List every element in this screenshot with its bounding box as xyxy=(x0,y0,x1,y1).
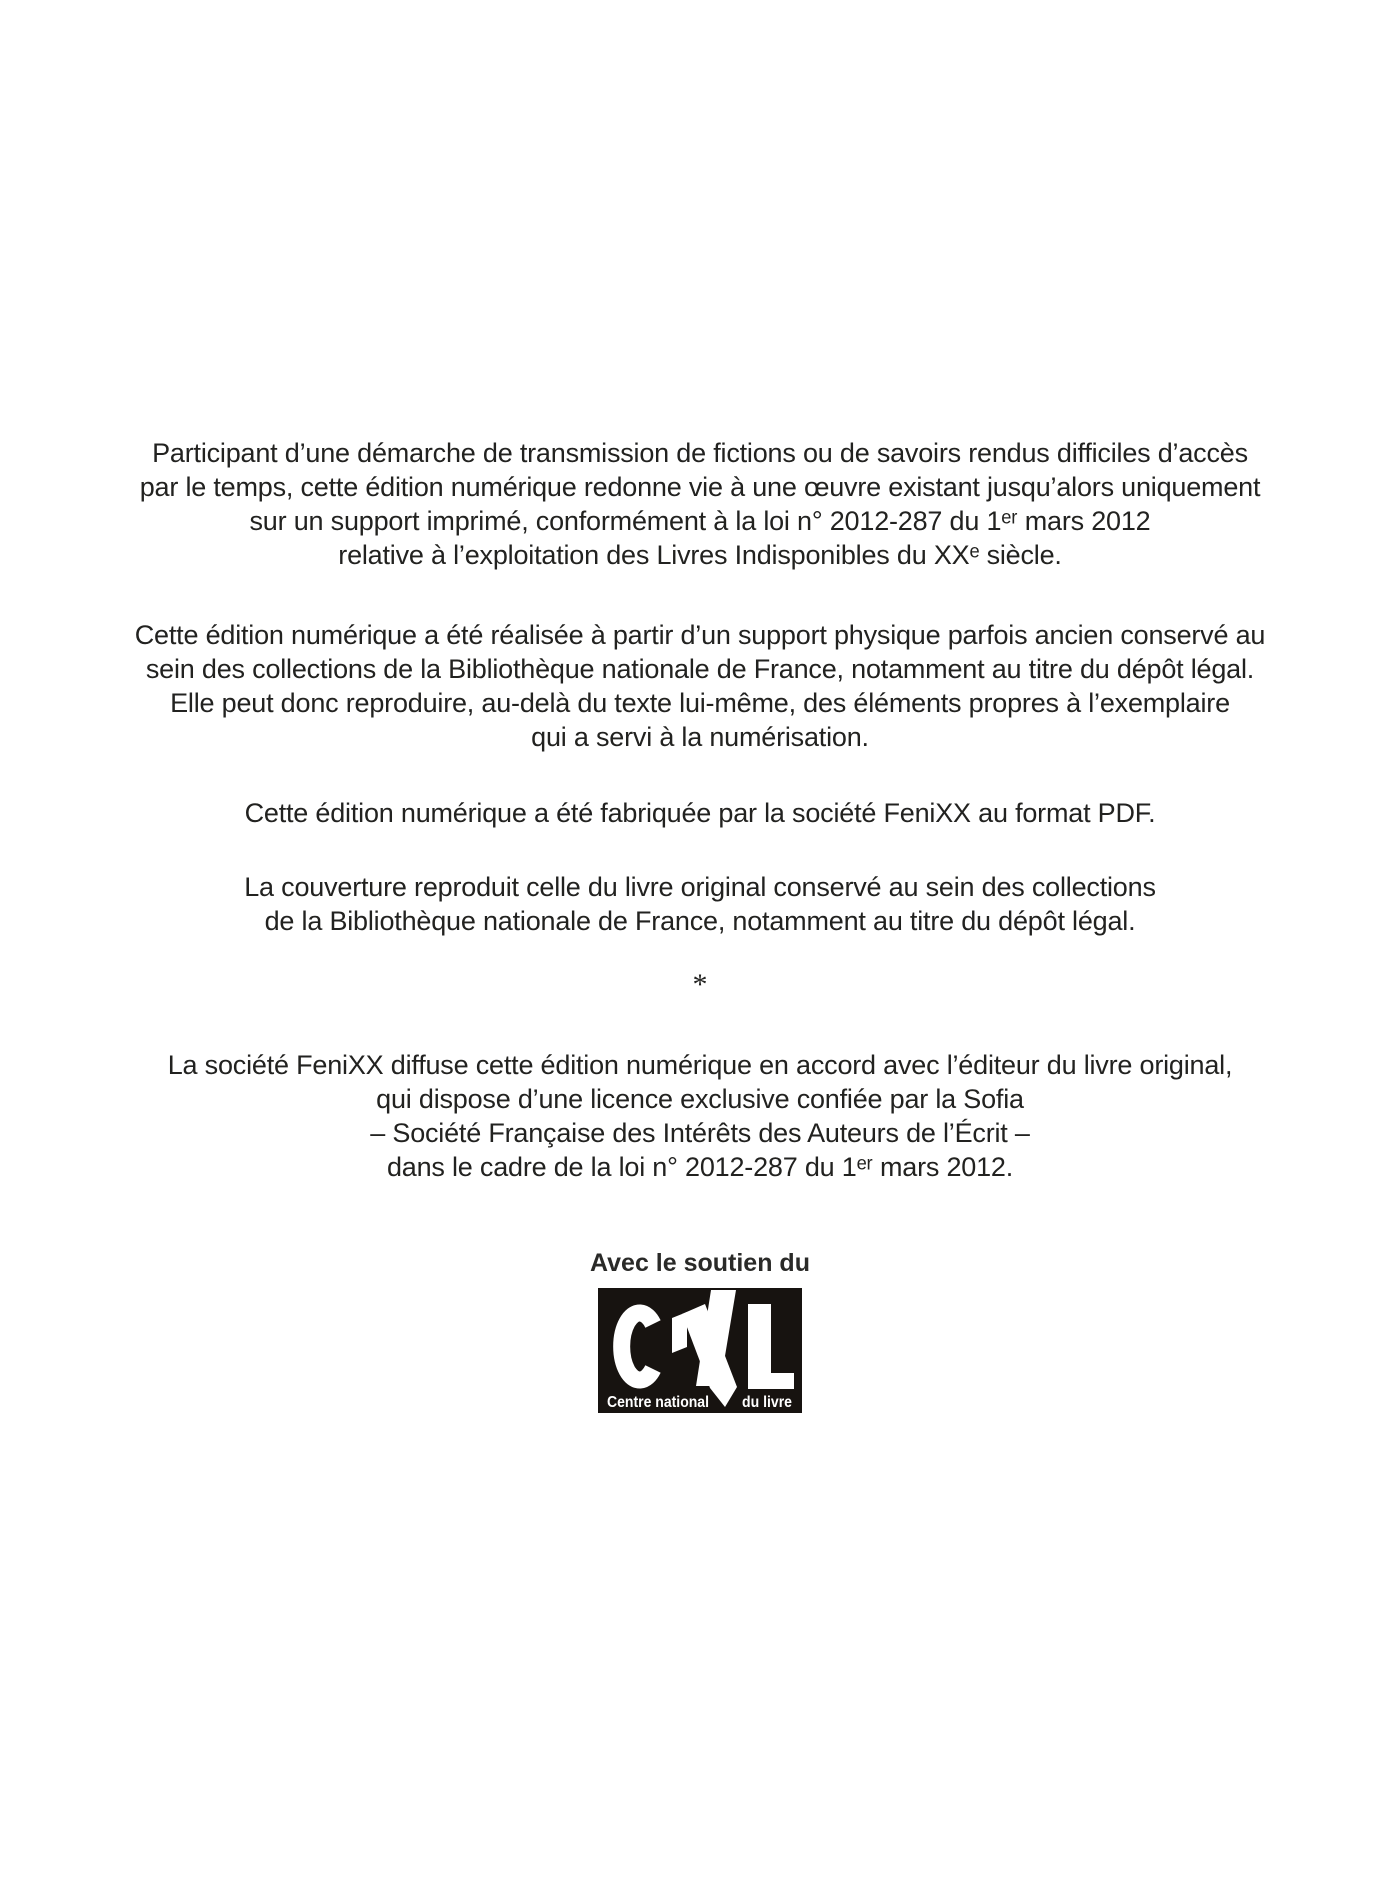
text-line: qui a servi à la numérisation. xyxy=(531,722,869,752)
asterisk-separator: * xyxy=(692,968,708,1001)
text-line: Cette édition numérique a été réalisée à partir d’un support physique parfois ancien conservé au xyxy=(134,620,1266,650)
cnl-logo-icon xyxy=(598,1288,802,1413)
cnl-support-block xyxy=(0,1248,1400,1413)
text-line: Participant d’une démarche de transmission de fictions ou de savoirs rendus difficiles d’accès xyxy=(152,438,1248,468)
text-line: La couverture reproduit celle du livre original conservé au sein des collections xyxy=(244,872,1156,902)
text-line: de la Bibliothèque nationale de France, notamment au titre du dépôt légal. xyxy=(264,906,1136,936)
text-line: Elle peut donc reproduire, au-delà du texte lui-même, des éléments propres à l’exemplaire xyxy=(170,688,1230,718)
text-line: sur un support imprimé, conformément à la loi n° 2012-287 du 1ᵉʳ mars 2012 xyxy=(249,506,1151,536)
cnl-tagline-left: Centre national xyxy=(607,1394,709,1411)
cnl-caption: Avec le soutien du xyxy=(590,1249,810,1277)
paragraph-source-bnf xyxy=(0,618,1400,754)
paragraph-transmission xyxy=(0,0,1400,572)
text-line: – Société Française des Intérêts des Auteurs de l’Écrit – xyxy=(370,1118,1030,1148)
text-line: La société FeniXX diffuse cette édition numérique en accord avec l’éditeur du livre original, xyxy=(167,1050,1233,1080)
paragraph-cover xyxy=(0,870,1400,938)
text-line: qui dispose d’une licence exclusive confiée par la Sofia xyxy=(376,1084,1024,1114)
paragraph-fenixx-pdf xyxy=(0,796,1400,830)
cnl-tagline-right: du livre xyxy=(742,1394,793,1411)
text-line: sein des collections de la Bibliothèque nationale de France, notamment au titre du dépôt légal. xyxy=(145,654,1255,684)
paragraph-license xyxy=(0,1048,1400,1184)
text-line: relative à l’exploitation des Livres Indisponibles du XXᵉ siècle. xyxy=(338,540,1062,570)
text-line: dans le cadre de la loi n° 2012-287 du 1ᵉʳ mars 2012. xyxy=(386,1152,1014,1182)
text-line: Cette édition numérique a été fabriquée par la société FeniXX au format PDF. xyxy=(244,798,1156,828)
text-line: par le temps, cette édition numérique redonne vie à une œuvre existant jusqu’alors uniquement xyxy=(139,472,1261,502)
